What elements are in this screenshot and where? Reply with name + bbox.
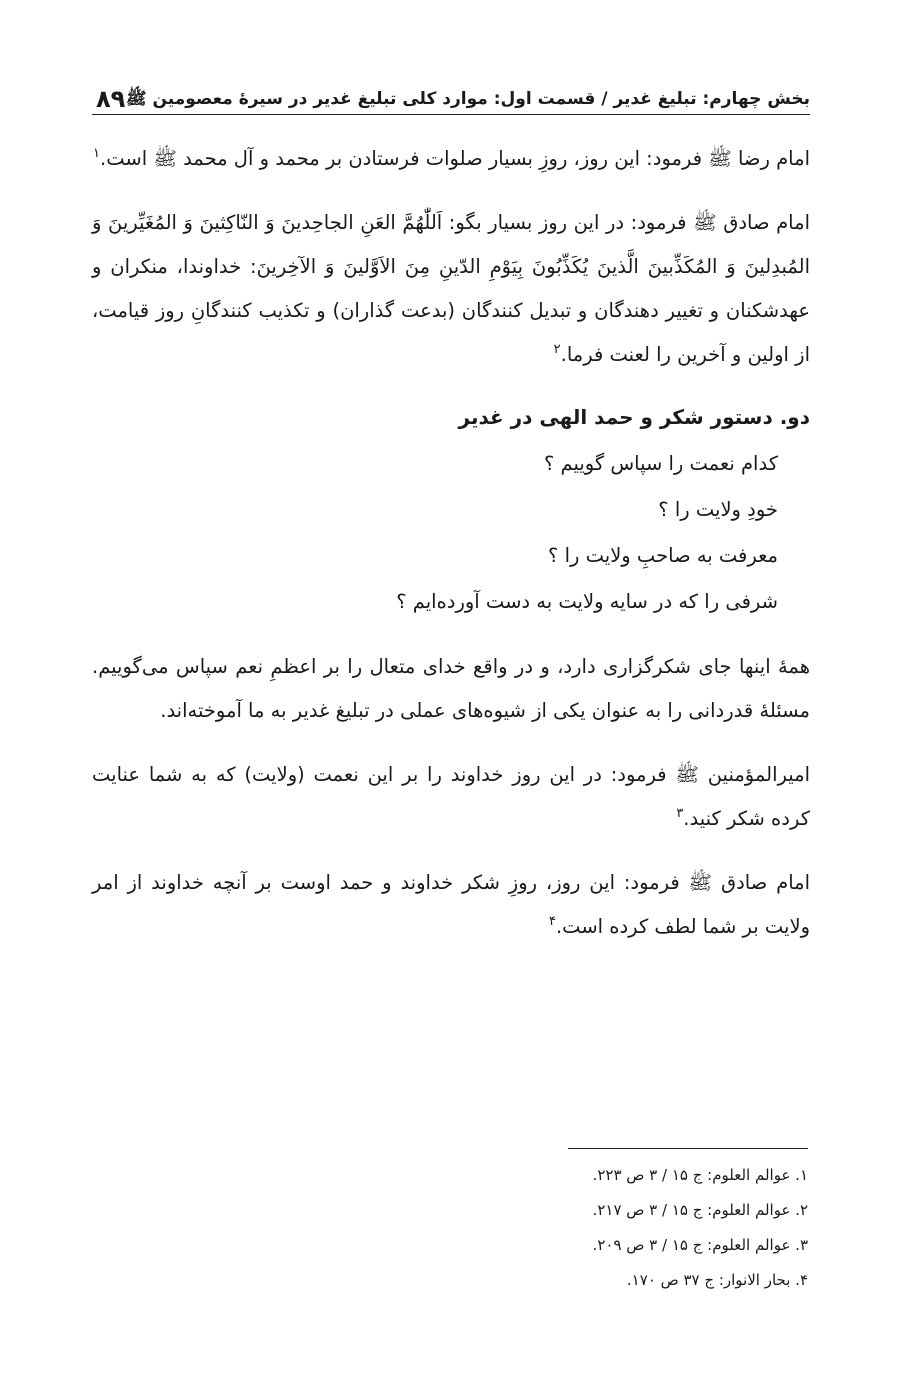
page-body	[92, 137, 810, 949]
question-item: معرفت به صاحبِ ولایت را ؟	[548, 544, 778, 567]
paragraph-text: امام صادق ﷺ فرمود: در این روز بسیار بگو: اَللّٰهُمَّ العَنِ الجاحِدینَ وَ النّاکِثینَ وَ المُغَیِّرینَ وَ المُبدِلینَ وَ المُکَذِّبینَ الَّذینَ یُکَذِّبُونَ بِیَوْمِ الدّینِ مِنَ الاَوَّلینَ وَ الآخِرینَ: خداوندا، منکران و عهدشکنان و تغییر دهندگان و تبدیل کنندگان (بدعت گذاران) و تکذیب کنندگانِ روز قیامت، از اولین و آخرین را لعنت فرما.	[92, 211, 810, 366]
footnote-item: ۱. عوالم العلوم: ج ۱۵ / ۳ ص ۲۲۳.	[592, 1166, 808, 1184]
running-header	[92, 70, 810, 115]
footnote-divider	[568, 1148, 808, 1149]
paragraph-amir-al-muminin	[92, 753, 810, 841]
question-list	[92, 441, 810, 625]
paragraph-text: امیرالمؤمنین ﷺ فرمود: در این روز خداوند را بر این نعمت (ولایت) که به شما عنایت کرده شکر کنید.	[92, 763, 810, 830]
footnotes	[408, 1158, 808, 1298]
book-page	[92, 70, 810, 969]
question-item: کدام نعمت را سپاس گوییم ؟	[543, 452, 778, 475]
paragraph-imam-sadiq-thanks	[92, 861, 810, 949]
paragraph-gratitude	[92, 645, 810, 733]
paragraph-text: همهٔ اینها جای شکرگزاری دارد، و در واقع خدای متعال را بر اعظمِ نعم سپاس می‌گوییم. مسئلهٔ قدردانی را به عنوان یکی از شیوه‌های عملی در تبلیغ غدیر به ما آموخته‌اند.	[92, 655, 810, 722]
question-item: خودِ ولایت را ؟	[658, 498, 778, 521]
footnote-item: ۲. عوالم العلوم: ج ۱۵ / ۳ ص ۲۱۷.	[592, 1201, 808, 1219]
footnote-marker: ۳	[676, 806, 684, 821]
footnote-item: ۳. عوالم العلوم: ج ۱۵ / ۳ ص ۲۰۹.	[592, 1236, 808, 1254]
paragraph-text: امام صادق ﷺ فرمود: این روز، روزِ شکر خداوند و حمد اوست بر آنچه خداوند از امر ولایت بر شما لطف کرده است.	[92, 871, 810, 938]
footnote-marker: ۴	[549, 914, 556, 929]
footnote-marker: ۱	[93, 146, 101, 161]
paragraph-imam-sadiq-curse	[92, 201, 810, 377]
paragraph-imam-reza	[92, 137, 810, 181]
section-heading: دو. دستور شکر و حمد الهی در غدیر	[458, 405, 810, 429]
paragraph-text: امام رضا ﷺ فرمود: این روز، روزِ بسیار صلوات فرستادن بر محمد و آل محمد ﷺ است.	[100, 147, 810, 170]
question-item: شرفی را که در سایه ولایت به دست آورده‌ایم ؟	[396, 590, 778, 613]
footnote-marker: ۲	[553, 342, 561, 357]
header-title: بخش چهارم: تبلیغ غدیر / قسمت اول: موارد کلی تبلیغ غدیر در سیرهٔ معصومین ﷺ	[126, 89, 810, 109]
page-number: ۸۹	[96, 85, 126, 113]
footnote-item: ۴. بحار الانوار: ج ۳۷ ص ۱۷۰.	[626, 1271, 808, 1289]
